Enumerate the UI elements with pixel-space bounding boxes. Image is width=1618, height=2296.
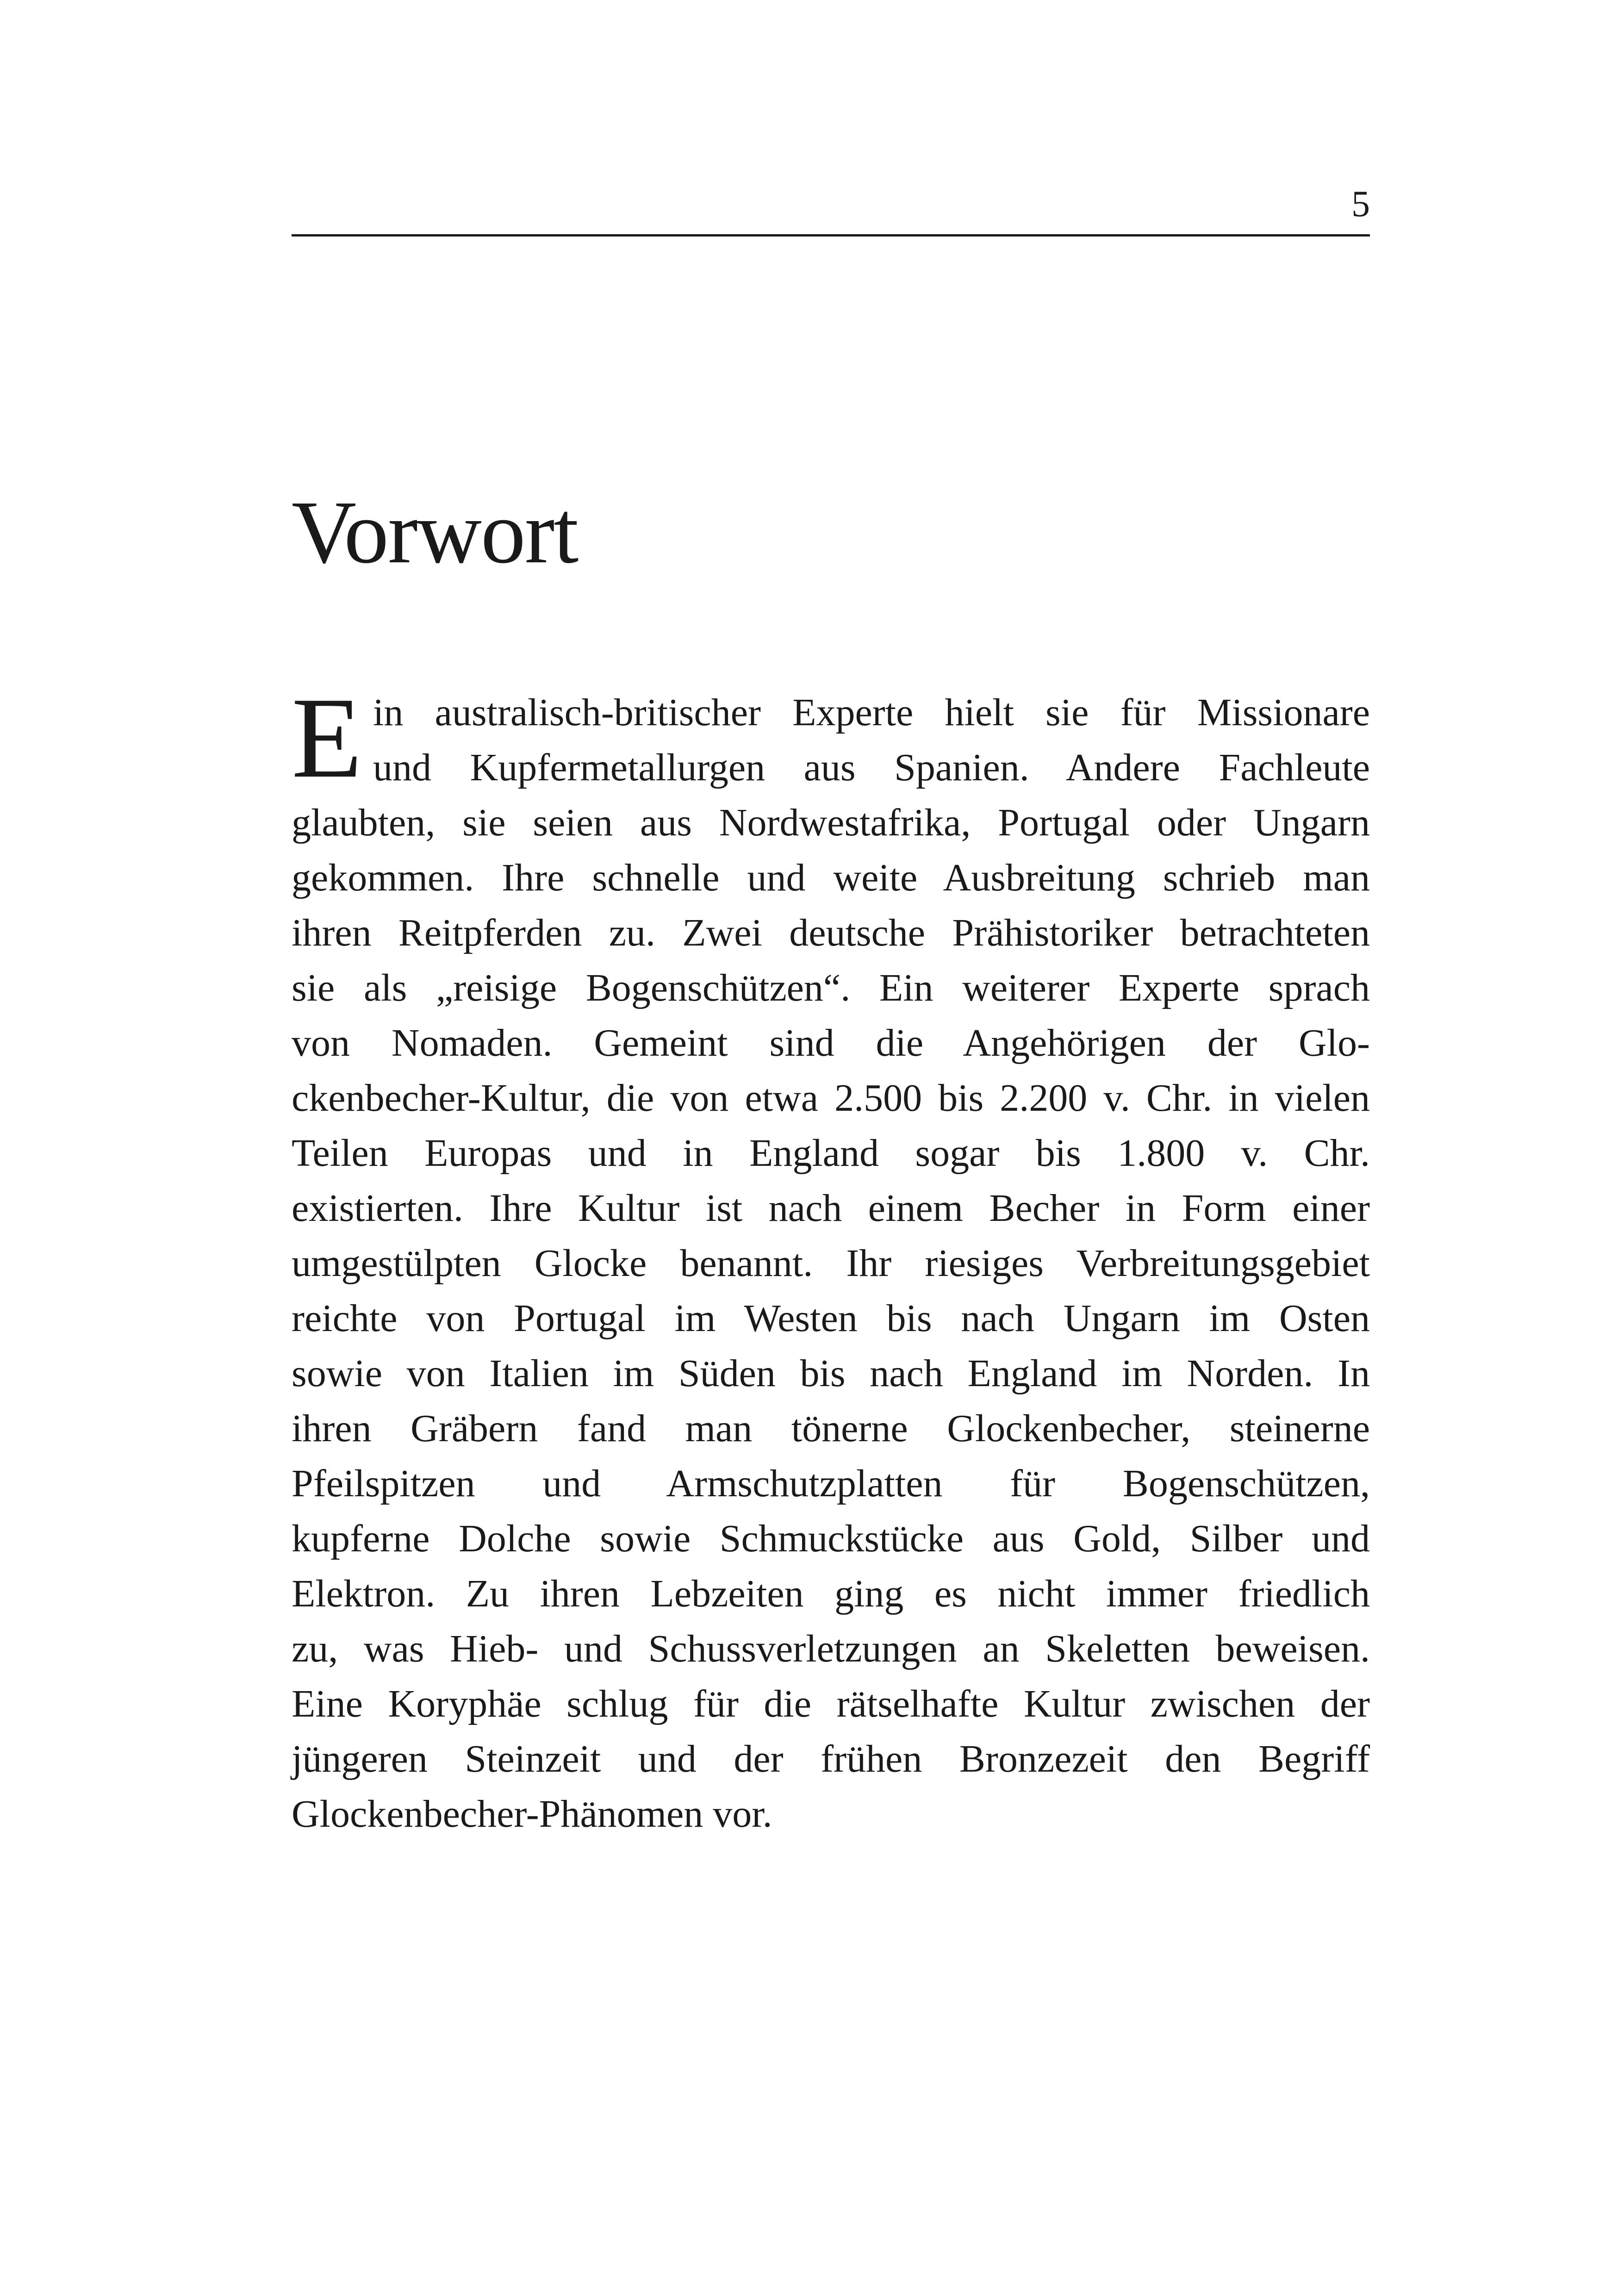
text-line-8: ckenbecher-Kultur, die von etwa 2.500 bis 2.200 v. Chr. in vielen <box>292 1076 1370 1120</box>
text-line-5: ihren Reitpferden zu. Zwei deutsche Prähistoriker betrachteten <box>292 911 1370 954</box>
text-line-21: Glockenbecher-Phänomen vor. <box>292 1792 772 1836</box>
text-line-9: Teilen Europas und in England sogar bis 1.800 v. Chr. <box>292 1132 1370 1175</box>
text-line-20: jüngeren Steinzeit und der frühen Bronzezeit den Begriff <box>292 1737 1370 1780</box>
text-line-4: gekommen. Ihre schnelle und weite Ausbreitung schrieb man <box>292 856 1370 899</box>
text-line-12: reichte von Portugal im Westen bis nach Ungarn im Osten <box>292 1297 1370 1340</box>
header-rule <box>292 234 1370 236</box>
text-line-15: Pfeilspitzen und Armschutzplatten für Bogenschützen, <box>292 1462 1370 1505</box>
drop-cap: E <box>292 674 362 802</box>
text-line-13: sowie von Italien im Süden bis nach England im Norden. In <box>292 1352 1370 1395</box>
text-line-1-content: in australisch-britischer Experte hielt sie für Missionare <box>373 691 1370 734</box>
text-line-11: umgestülpten Glocke benannt. Ihr riesiges Verbreitungsgebiet <box>292 1242 1370 1285</box>
text-line-17: Elektron. Zu ihren Lebzeiten ging es nicht immer friedlich <box>292 1572 1370 1615</box>
text-line-19: Eine Koryphäe schlug für die rätselhafte Kultur zwischen der <box>292 1682 1370 1725</box>
page-number: 5 <box>1351 184 1370 224</box>
text-line-14: ihren Gräbern fand man tönerne Glockenbecher, steinerne <box>292 1407 1370 1450</box>
text-line-7: von Nomaden. Gemeint sind die Angehörigen der Glo- <box>292 1021 1370 1064</box>
text-line-2: und Kupfermetallurgen aus Spanien. Andere Fachleute <box>373 746 1370 789</box>
chapter-title: Vorwort <box>292 482 578 582</box>
text-line-10: existierten. Ihre Kultur ist nach einem Becher in Form einer <box>292 1187 1370 1230</box>
text-line-18: zu, was Hieb- und Schussverletzungen an Skeletten beweisen. <box>292 1627 1370 1670</box>
text-line-6: sie als „reisige Bogenschützen“. Ein weiterer Experte sprach <box>292 966 1370 1009</box>
text-line-16: kupferne Dolche sowie Schmuckstücke aus Gold, Silber und <box>292 1517 1370 1560</box>
body-paragraph <box>292 674 1370 1842</box>
text-line-3: glaubten, sie seien aus Nordwestafrika, Portugal oder Ungarn <box>292 801 1370 844</box>
